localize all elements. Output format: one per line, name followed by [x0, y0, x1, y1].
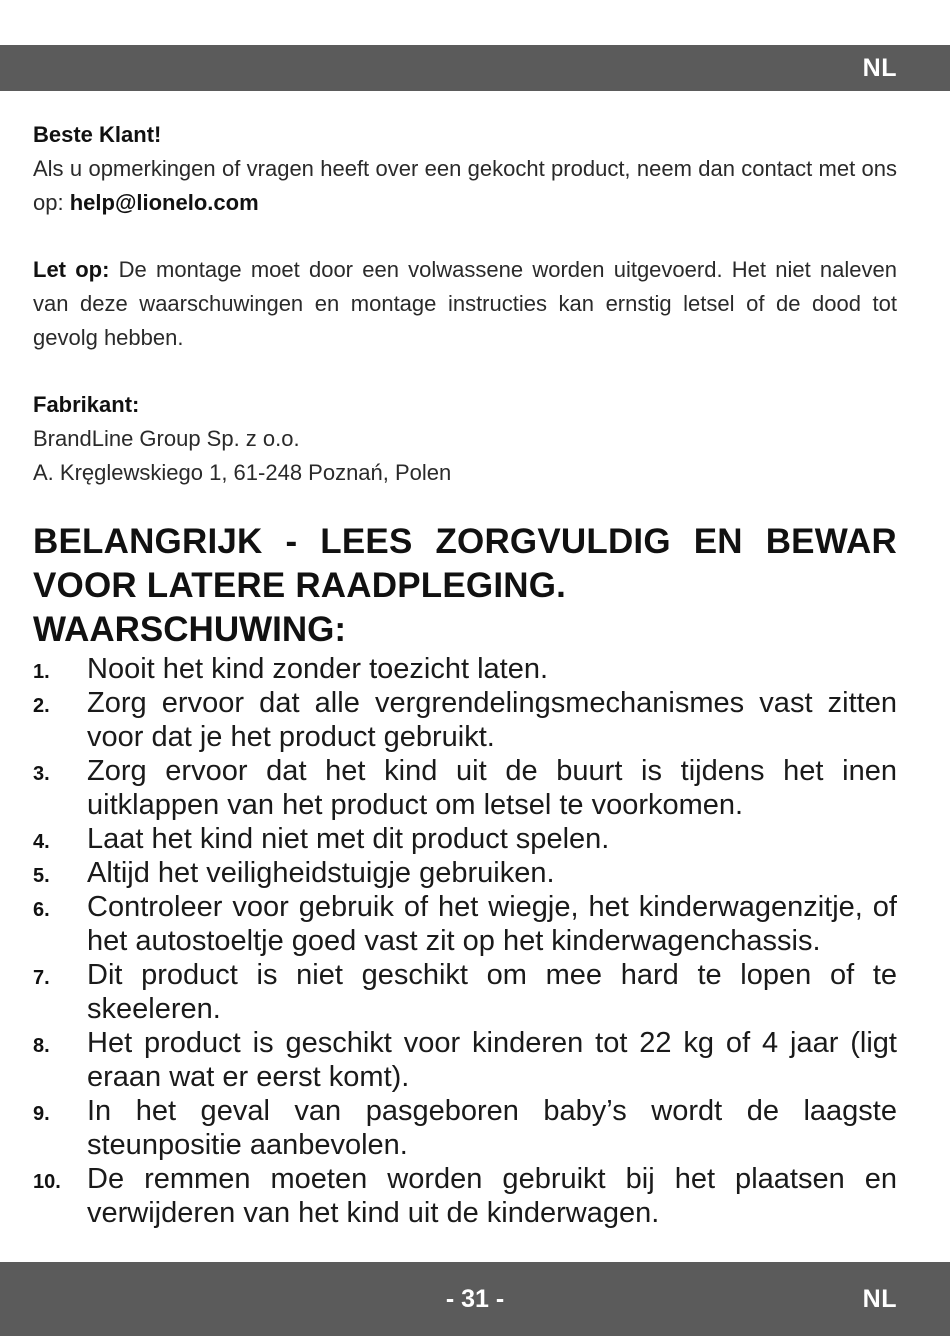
item-text: Zorg ervoor dat het kind uit de buurt is tijdens het inen uitklappen van het product om letsel te voorkomen. [87, 755, 897, 821]
manufacturer-section [33, 388, 897, 490]
item-text: De remmen moeten worden gebruikt bij het plaatsen en verwijderen van het kind uit de kinderwagen. [87, 1163, 897, 1229]
item-number: 3. [33, 763, 50, 785]
item-number: 7. [33, 967, 50, 989]
support-email-link[interactable]: help@lionelo.com [69, 190, 259, 215]
warnings-list [33, 652, 897, 1230]
item-number: 8. [33, 1035, 50, 1057]
item-number: 6. [33, 899, 50, 921]
list-item [33, 1094, 897, 1162]
manufacturer-label: Fabrikant: [33, 392, 140, 417]
page-number: - 31 - [445, 1285, 505, 1313]
item-number: 10. [33, 1171, 61, 1193]
greeting-text [33, 152, 897, 220]
list-item [33, 822, 897, 856]
list-item [33, 856, 897, 890]
item-text: Nooit het kind zonder toezicht laten. [87, 653, 549, 685]
language-label: NL [862, 1285, 897, 1313]
important-heading: BELANGRIJK - LEES ZORGVULDIG EN BEWAR VOOR LATERE RAADPLEGING. [33, 522, 897, 605]
item-number: 4. [33, 831, 50, 853]
warning-heading: WAARSCHUWING: [33, 610, 347, 649]
notice-label: Let op: [33, 257, 110, 282]
greeting-body: Als u opmerkingen of vragen heeft over een gekocht product, neem dan contact met ons op: [33, 156, 897, 215]
notice-section [33, 253, 897, 355]
item-number: 9. [33, 1103, 50, 1125]
spacer [33, 355, 897, 388]
list-item [33, 754, 897, 822]
item-text: Zorg ervoor dat alle vergrendelingsmechanismes vast zitten voor dat je het product gebruikt. [87, 687, 897, 753]
header-bar [0, 45, 950, 91]
manufacturer-address: A. Kręglewskiego 1, 61-248 Poznań, Polen [33, 460, 452, 485]
footer-bar [0, 1262, 950, 1336]
item-text: Altijd het veiligheidstuigje gebruiken. [87, 857, 555, 889]
list-item [33, 1026, 897, 1094]
list-item [33, 686, 897, 754]
item-number: 2. [33, 695, 50, 717]
item-text: Dit product is niet geschikt om mee hard te lopen of te skeeleren. [87, 959, 897, 1025]
manufacturer-name: BrandLine Group Sp. z o.o. [33, 426, 300, 451]
greeting-section [33, 118, 897, 220]
notice-text [33, 253, 897, 355]
list-item [33, 958, 897, 1026]
item-text: In het geval van pasgeboren baby’s wordt de laagste steunpositie aanbevolen. [87, 1095, 897, 1161]
list-item [33, 890, 897, 958]
item-text: Het product is geschikt voor kinderen tot 22 kg of 4 jaar (ligt eraan wat er eerst komt). [87, 1027, 897, 1093]
page-content [33, 118, 897, 1230]
notice-body: De montage moet door een volwassene worden uitgevoerd. Het niet naleven van deze waarschuwingen en montage instructies kan ernstig letsel of de dood tot gevolg hebben. [33, 257, 897, 350]
item-text: Laat het kind niet met dit product spelen. [87, 823, 610, 855]
item-number: 5. [33, 865, 50, 887]
list-item [33, 1162, 897, 1230]
greeting-title: Beste Klant! [33, 122, 162, 147]
item-text: Controleer voor gebruik of het wiegje, het kinderwagenzitje, of het autostoeltje goed vast zit op het kinderwagenchassis. [87, 891, 897, 957]
item-number: 1. [33, 661, 50, 683]
spacer [33, 220, 897, 253]
language-label: NL [862, 54, 897, 82]
list-item [33, 652, 897, 686]
